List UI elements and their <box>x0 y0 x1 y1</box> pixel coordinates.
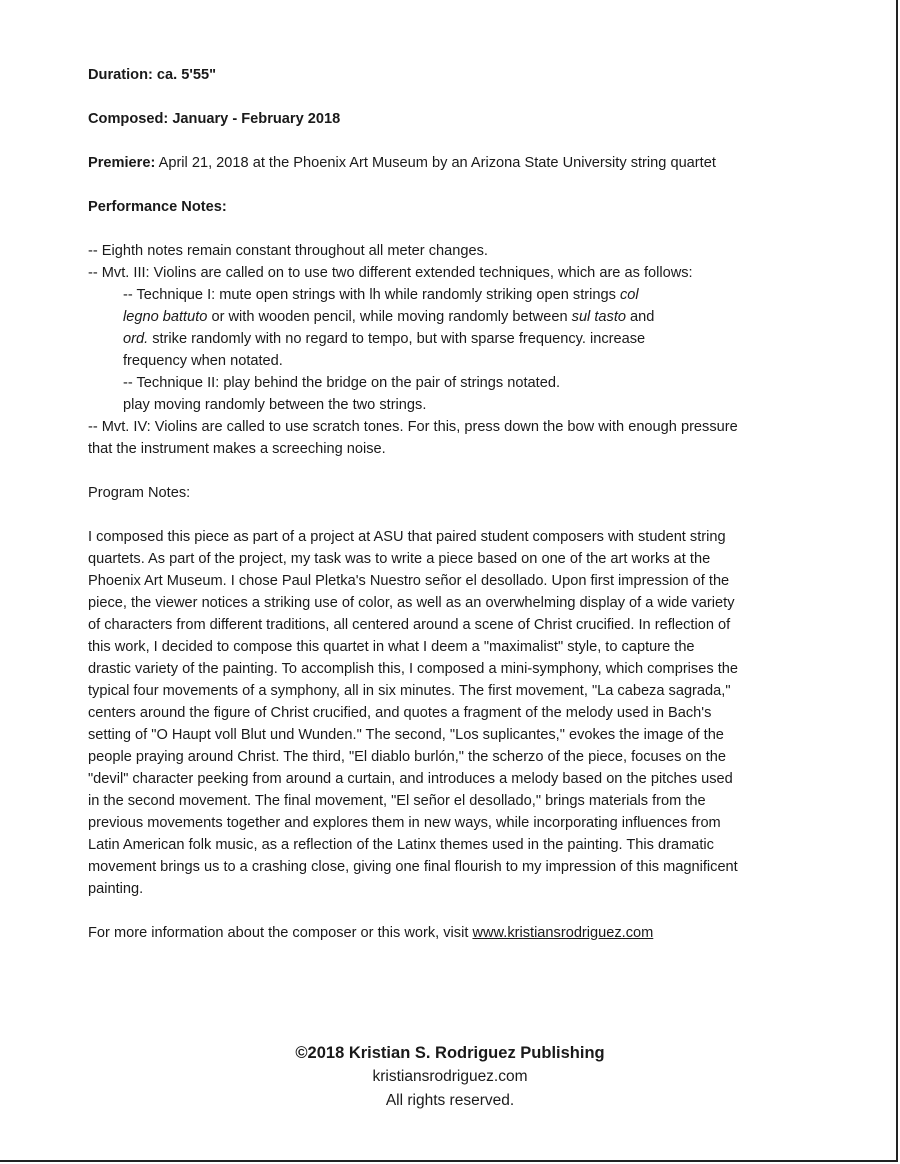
program-line: previous movements together and explores them in new ways, while incorporating influences from <box>88 815 721 831</box>
technique-1-text-2: or with wooden pencil, while moving randomly between <box>207 309 572 325</box>
technique-1-text-4: strike randomly with no regard to tempo, but with sparse frequency. increase <box>148 331 646 347</box>
performance-note-mvt4-line-1: -- Mvt. IV: Violins are called to use scratch tones. For this, press down the bow with enough pressure <box>88 419 738 435</box>
program-line: I composed this piece as part of a project at ASU that paired student composers with student string <box>88 529 726 545</box>
technique-1-italic: col <box>619 287 639 303</box>
performance-note-mvt3: -- Mvt. III: Violins are called on to use two different extended techniques, which are as follows: <box>88 265 693 281</box>
program-line: Phoenix Art Museum. I chose Paul Pletka's Nuestro señor el desollado. Upon first impression of the <box>88 573 730 589</box>
program-line: of characters from different traditions, all centered around a scene of Christ crucified. In reflection of <box>88 617 731 633</box>
program-line: "devil" character peeking from around a curtain, and introduces a melody based on the pitches used <box>88 771 733 787</box>
program-line: drastic variety of the painting. To accomplish this, I composed a mini-symphony, which comprises the <box>88 661 738 677</box>
composed-line: Composed: January - February 2018 <box>88 111 341 127</box>
technique-1-text-3: and <box>626 309 655 325</box>
technique-2-line-1: -- Technique II: play behind the bridge on the pair of strings notated. <box>123 375 561 391</box>
premiere-text: April 21, 2018 at the Phoenix Art Museum by an Arizona State University string quartet <box>155 155 716 171</box>
performance-note-eighth: -- Eighth notes remain constant throughout all meter changes. <box>88 243 488 259</box>
technique-2-line-2: play moving randomly between the two strings. <box>123 397 427 413</box>
performance-notes-heading: Performance Notes: <box>88 199 227 215</box>
technique-1-line-4: frequency when notated. <box>123 353 283 369</box>
program-line: piece, the viewer notices a striking use of color, as well as an overwhelming display of a wide variety <box>88 595 735 611</box>
program-line: painting. <box>88 881 144 897</box>
footer-site: kristiansrodriguez.com <box>372 1068 528 1085</box>
more-info-line <box>88 922 818 944</box>
program-line: in the second movement. The final movement, "El señor el desollado," brings materials from the <box>88 793 706 809</box>
program-line: centers around the figure of Christ crucified, and quotes a fragment of the melody used in Bach's <box>88 705 712 721</box>
more-info-text: For more information about the composer or this work, visit <box>88 925 473 941</box>
technique-1-line-3 <box>88 328 818 350</box>
technique-1-italic-2: legno battuto <box>123 309 208 325</box>
website-link[interactable]: www.kristiansrodriguez.com <box>472 925 654 941</box>
technique-1-italic-3: sul tasto <box>571 309 626 325</box>
premiere-line <box>88 152 818 174</box>
publisher-footer <box>0 1041 900 1113</box>
program-line: this work, I decided to compose this quartet in what I deem a "maximalist" style, to capture the <box>88 639 695 655</box>
technique-1-line-2 <box>88 306 818 328</box>
program-notes-heading: Program Notes: <box>88 485 191 501</box>
program-note-page <box>88 64 818 944</box>
technique-1-italic-4: ord. <box>123 331 149 347</box>
program-line: setting of "O Haupt voll Blut und Wunden." The second, "Los suplicantes," evokes the image of the <box>88 727 724 743</box>
program-line: quartets. As part of the project, my task was to write a piece based on one of the art works at the <box>88 551 711 567</box>
footer-rights: All rights reserved. <box>385 1092 515 1109</box>
program-notes-body <box>88 526 818 900</box>
premiere-label: Premiere: <box>88 155 156 171</box>
copyright-line: ©2018 Kristian S. Rodriguez Publishing <box>295 1044 605 1062</box>
duration-line: Duration: ca. 5'55" <box>88 67 216 83</box>
program-line: people praying around Christ. The third, "El diablo burlón," the scherzo of the piece, focuses on the <box>88 749 727 765</box>
program-line: movement brings us to a crashing close, giving one final flourish to my impression of this magnificent <box>88 859 738 875</box>
technique-1-line-1 <box>88 284 818 306</box>
performance-note-mvt4-line-2: that the instrument makes a screeching noise. <box>88 441 386 457</box>
program-line: Latin American folk music, as a reflection of the Latinx themes used in the painting. This dramatic <box>88 837 714 853</box>
technique-1-text: -- Technique I: mute open strings with lh while randomly striking open strings <box>123 287 620 303</box>
program-line: typical four movements of a symphony, all in six minutes. The first movement, "La cabeza sagrada," <box>88 683 731 699</box>
